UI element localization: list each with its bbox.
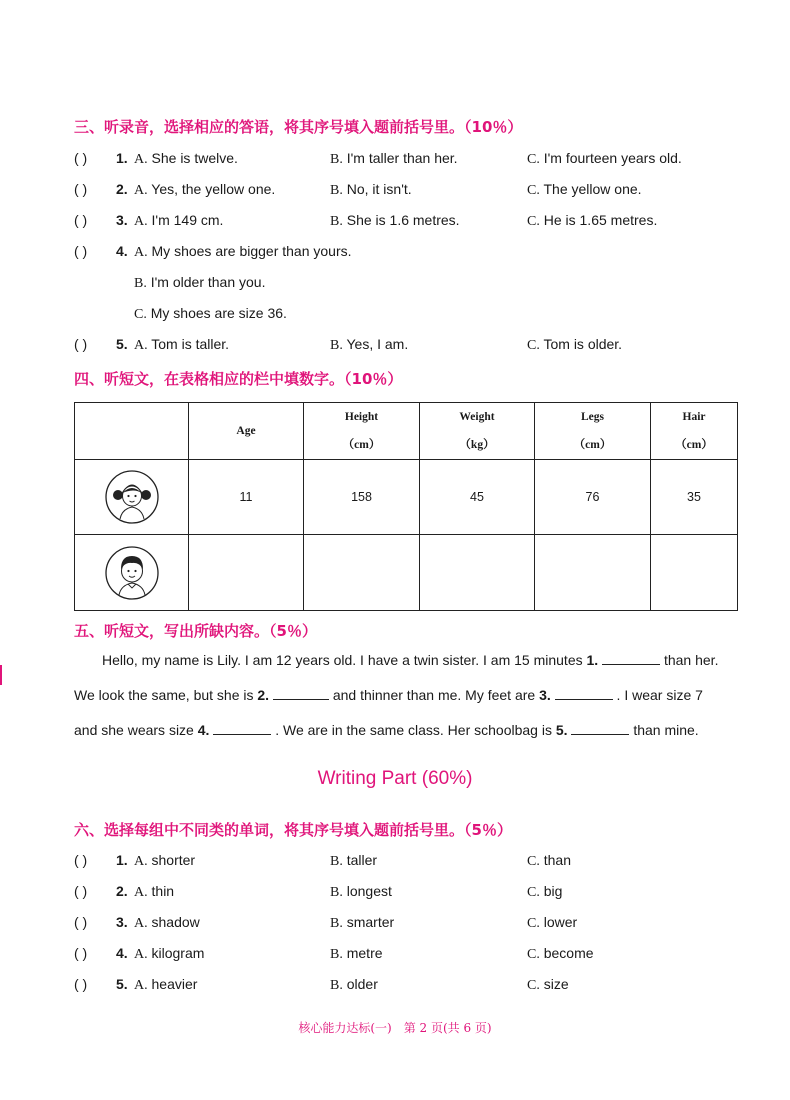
blank-2[interactable] xyxy=(273,685,329,700)
answer-bracket[interactable]: ( ) xyxy=(74,212,88,228)
option-c: C. The yellow one. xyxy=(527,181,642,198)
answer-bracket[interactable]: ( ) xyxy=(74,976,88,992)
option-b: B. taller xyxy=(330,852,378,869)
option-c: C. big xyxy=(527,883,563,900)
option-a: A. I'm 149 cm. xyxy=(134,212,224,229)
option-a: A. shadow xyxy=(134,914,200,931)
option-b: B. smarter xyxy=(330,914,395,931)
header-legs: Legs （cm） xyxy=(535,403,651,460)
option-c: C. become xyxy=(527,945,594,962)
answer-bracket[interactable]: ( ) xyxy=(74,181,88,197)
page-footer: 核心能力达标(一) 第 2 页(共 6 页) xyxy=(298,1021,492,1035)
boy-avatar-icon xyxy=(104,545,160,601)
option-b: B. Yes, I am. xyxy=(330,336,409,353)
answer-bracket[interactable]: ( ) xyxy=(74,852,88,868)
question-number: 3. xyxy=(116,212,128,228)
passage-line-1: Hello, my name is Lily. I am 12 years old. I have a twin sister. I am 15 minutes 1. than her. xyxy=(102,652,719,668)
question-number: 1. xyxy=(116,852,128,868)
header-weight: Weight （kg） xyxy=(420,403,535,460)
question-number: 1. xyxy=(116,150,128,166)
girl-legs-cell: 76 xyxy=(535,460,651,535)
question-number: 4. xyxy=(116,945,128,961)
option-c: C. Tom is older. xyxy=(527,336,623,353)
option-b: B. I'm taller than her. xyxy=(330,150,458,167)
page-edge-mark xyxy=(0,665,2,685)
girl-height-cell: 158 xyxy=(304,460,420,535)
section-6-title: 六、选择每组中不同类的单词，将其序号填入题前括号里。（5％） xyxy=(74,821,512,839)
option-b: B. She is 1.6 metres. xyxy=(330,212,460,229)
passage xyxy=(74,643,739,748)
header-empty xyxy=(75,403,189,460)
option-c: C. size xyxy=(527,976,569,993)
question-number: 4. xyxy=(116,243,128,259)
question-number: 5. xyxy=(116,976,128,992)
option-b: B. I'm older than you. xyxy=(134,274,266,291)
option-a: A. She is twelve. xyxy=(134,150,238,167)
option-c: C. than xyxy=(527,852,571,869)
section-3-title: 三、听录音，选择相应的答语，将其序号填入题前括号里。（10％） xyxy=(74,118,523,136)
option-c: C. I'm fourteen years old. xyxy=(527,150,682,167)
blank-3[interactable] xyxy=(555,685,613,700)
section-5-title: 五、听短文，写出所缺内容。（5％） xyxy=(74,622,317,640)
boy-age-cell[interactable] xyxy=(189,535,304,611)
table-row-boy xyxy=(75,535,738,611)
option-a: A. Tom is taller. xyxy=(134,336,230,353)
writing-part-title: Writing Part (60%) xyxy=(317,768,473,789)
boy-hair-cell[interactable] xyxy=(651,535,738,611)
option-b: B. longest xyxy=(330,883,392,900)
passage-line-3: and she wears size 4. . We are in the same class. Her schoolbag is 5. than mine. xyxy=(74,722,699,738)
table-header-row xyxy=(75,403,738,460)
option-b: B. metre xyxy=(330,945,383,962)
option-a: A. My shoes are bigger than yours. xyxy=(134,243,352,260)
answer-bracket[interactable]: ( ) xyxy=(74,243,88,259)
answer-bracket[interactable]: ( ) xyxy=(74,150,88,166)
section-4-title: 四、听短文，在表格相应的栏中填数字。（10％） xyxy=(74,370,403,388)
boy-weight-cell[interactable] xyxy=(420,535,535,611)
girl-age-cell: 11 xyxy=(189,460,304,535)
question-number: 5. xyxy=(116,336,128,352)
blank-1[interactable] xyxy=(602,650,660,665)
question-number: 2. xyxy=(116,883,128,899)
option-c: C. lower xyxy=(527,914,578,931)
girl-avatar-icon xyxy=(104,469,160,525)
option-a: A. kilogram xyxy=(134,945,205,962)
option-b: B. older xyxy=(330,976,378,993)
blank-4[interactable] xyxy=(213,720,271,735)
option-a: A. heavier xyxy=(134,976,198,993)
blank-5[interactable] xyxy=(571,720,629,735)
option-c: C. He is 1.65 metres. xyxy=(527,212,658,229)
passage-line-2: We look the same, but she is 2. and thinner than me. My feet are 3. . I wear size 7 xyxy=(74,687,703,703)
header-height: Height （cm） xyxy=(304,403,420,460)
girl-weight-cell: 45 xyxy=(420,460,535,535)
table-row-girl xyxy=(75,460,738,535)
boy-legs-cell[interactable] xyxy=(535,535,651,611)
option-a: A. thin xyxy=(134,883,175,900)
question-number: 2. xyxy=(116,181,128,197)
option-b: B. No, it isn't. xyxy=(330,181,412,198)
answer-bracket[interactable]: ( ) xyxy=(74,914,88,930)
answer-bracket[interactable]: ( ) xyxy=(74,945,88,961)
info-table xyxy=(74,402,738,611)
option-a: A. shorter xyxy=(134,852,196,869)
question-number: 3. xyxy=(116,914,128,930)
option-c: C. My shoes are size 36. xyxy=(134,305,287,322)
boy-avatar-cell xyxy=(75,535,189,611)
answer-bracket[interactable]: ( ) xyxy=(74,336,88,352)
header-age: Age xyxy=(189,403,304,460)
answer-bracket[interactable]: ( ) xyxy=(74,883,88,899)
girl-avatar-cell xyxy=(75,460,189,535)
boy-height-cell[interactable] xyxy=(304,535,420,611)
option-a: A. Yes, the yellow one. xyxy=(134,181,276,198)
girl-hair-cell: 35 xyxy=(651,460,738,535)
header-hair: Hair （cm） xyxy=(651,403,738,460)
